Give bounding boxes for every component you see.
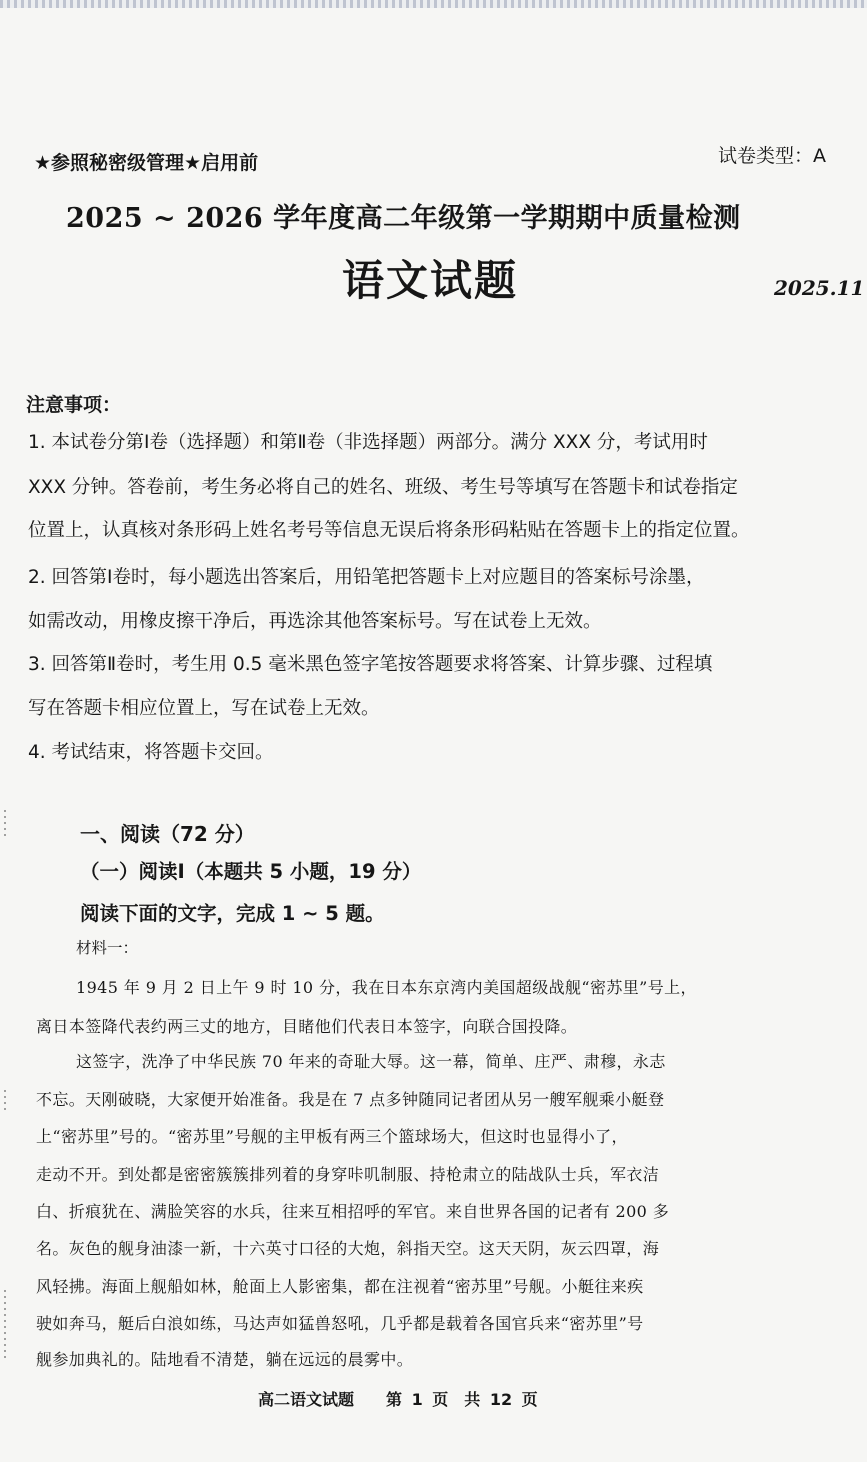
notice-line: 2. 回答第Ⅰ卷时，每小题选出答案后，用铅笔把答题卡上对应题目的答案标号涂墨， bbox=[28, 567, 705, 588]
subsection-title: （一）阅读Ⅰ（本题共 5 小题，19 分） bbox=[80, 860, 422, 883]
passage-line: 1945 年 9 月 2 日上午 9 时 10 分，我在日本东京湾内美国超级战舰“密苏里”号上， bbox=[76, 978, 697, 997]
section-title: 一、阅读（72 分） bbox=[80, 822, 255, 846]
notice-line: 4. 考试结束，将答题卡交回。 bbox=[28, 742, 274, 763]
passage-line: 离日本签降代表约两三丈的地方，目睹他们代表日本签字，向联合国投降。 bbox=[36, 1017, 578, 1036]
passage-line: 白、折痕犹在、满脸笑容的水兵，往来互相招呼的军官。来自世界各国的记者有 200 多 bbox=[36, 1202, 670, 1221]
passage-line: 不忘。天刚破晓，大家便开始准备。我是在 7 点多钟随同记者团从另一艘军舰乘小艇登 bbox=[36, 1090, 665, 1109]
passage-line: 风轻拂。海面上舰船如林，舱面上人影密集，都在注视着“密苏里”号舰。小艇往来疾 bbox=[36, 1277, 644, 1296]
subject-title: 语文试题 bbox=[342, 256, 519, 305]
scan-margin-marks bbox=[4, 810, 6, 840]
notice-line: 写在答题卡相应位置上，写在试卷上无效。 bbox=[28, 698, 380, 719]
notice-line: XXX 分钟。答卷前，考生务必将自己的姓名、班级、考生号等填写在答题卡和试卷指定 bbox=[28, 477, 738, 498]
scan-top-edge bbox=[0, 0, 867, 8]
passage-line: 这签字，洗净了中华民族 70 年来的奇耻大辱。这一幕，简单、庄严、肃穆，永志 bbox=[76, 1052, 666, 1071]
exam-title: 2025 ~ 2026 学年度高二年级第一学期期中质量检测 bbox=[66, 203, 741, 234]
passage-line: 舰参加典礼的。陆地看不清楚，躺在远远的晨雾中。 bbox=[36, 1350, 414, 1369]
scan-margin-marks bbox=[4, 1290, 6, 1360]
passage-line: 上“密苏里”号的。“密苏里”号舰的主甲板有两三个篮球场大，但这时也显得小了， bbox=[36, 1127, 628, 1146]
passage-line: 名。灰色的舰身油漆一新，十六英寸口径的大炮，斜指天空。这天天阴，灰云四罩，海 bbox=[36, 1239, 660, 1258]
notice-line: 1. 本试卷分第Ⅰ卷（选择题）和第Ⅱ卷（非选择题）两部分。满分 XXX 分，考试用时 bbox=[28, 432, 708, 453]
notice-line: 如需改动，用橡皮擦干净后，再选涂其他答案标号。写在试卷上无效。 bbox=[28, 611, 602, 632]
notice-line: 位置上，认真核对条形码上姓名考号等信息无误后将条形码粘贴在答题卡上的指定位置。 bbox=[28, 520, 750, 541]
exam-date: 2025.11 bbox=[774, 276, 865, 300]
secret-level-label: ★参照秘密级管理★启用前 bbox=[34, 152, 259, 174]
page-footer: 高二语文试题 第 1 页 共 12 页 bbox=[258, 1390, 538, 1409]
paper-type-label: 试卷类型：A bbox=[718, 145, 826, 167]
notice-line: 3. 回答第Ⅱ卷时，考生用 0.5 毫米黑色签字笔按答题要求将答案、计算步骤、过程填 bbox=[28, 654, 713, 675]
material-label: 材料一： bbox=[76, 939, 139, 957]
passage-line: 走动不开。到处都是密密簇簇排列着的身穿咔叽制服、持枪肃立的陆战队士兵，军衣洁 bbox=[36, 1165, 660, 1184]
reading-instruction: 阅读下面的文字，完成 1 ~ 5 题。 bbox=[80, 902, 385, 925]
passage-line: 驶如奔马，艇后白浪如练，马达声如猛兽怒吼，几乎都是载着各国官兵来“密苏里”号 bbox=[36, 1314, 644, 1333]
notice-heading: 注意事项： bbox=[26, 394, 122, 416]
scan-margin-marks bbox=[4, 1090, 6, 1114]
